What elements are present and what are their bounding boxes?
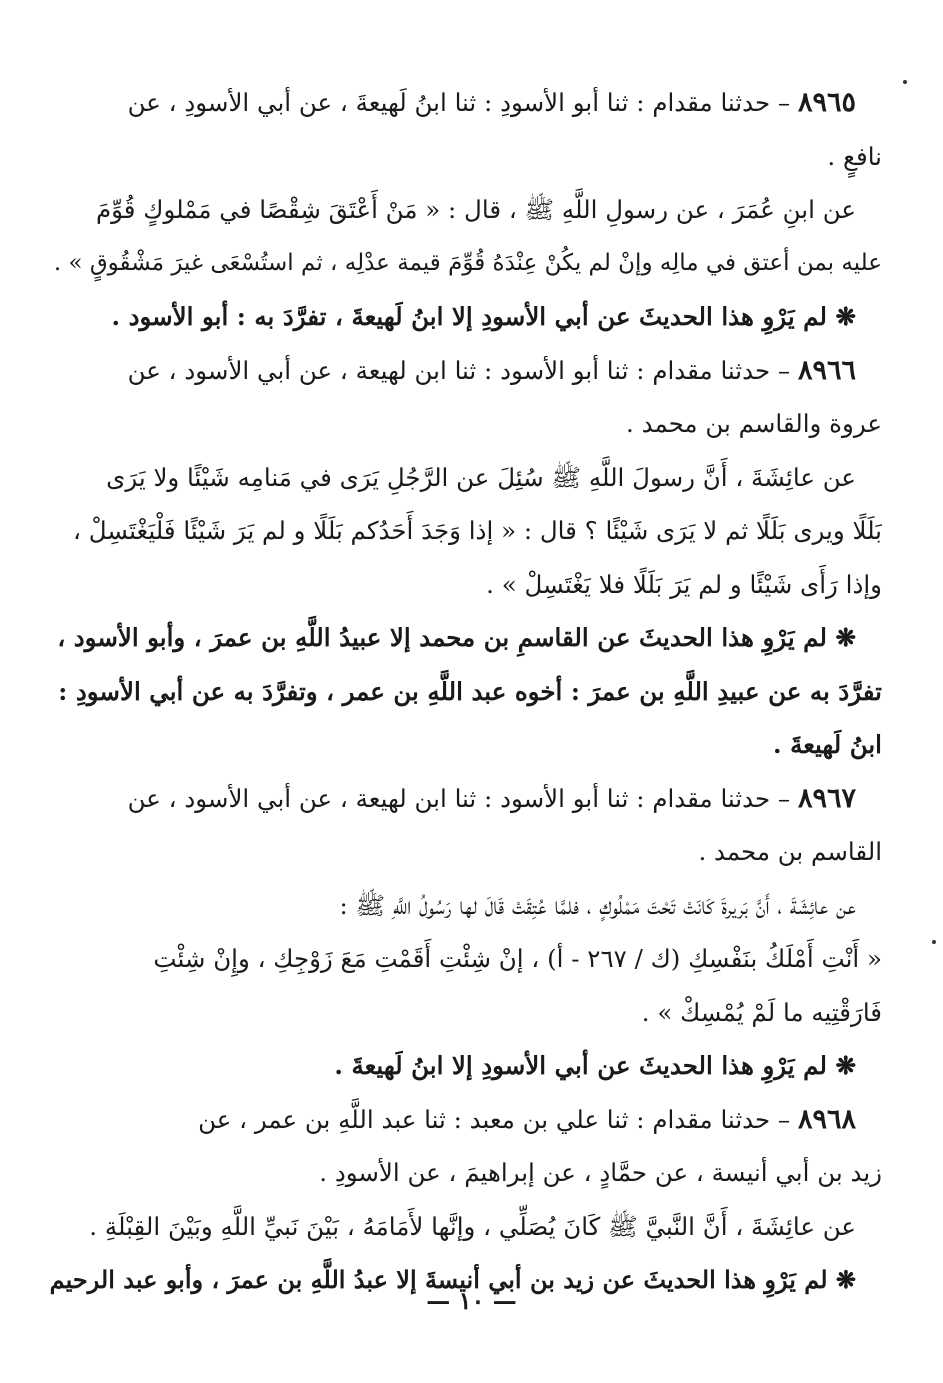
matn-line: وإذا رَأَى شَيْئًا و لم يَرَ بَلَلًا فلا يَغْتَسِلْ » . bbox=[486, 569, 882, 599]
page-body bbox=[40, 76, 882, 1307]
hadith-8965 bbox=[40, 76, 882, 344]
scan-speck bbox=[932, 940, 936, 944]
hadith-8967 bbox=[40, 772, 882, 1093]
commentary-note: ❋ لم يَرْوِ هذا الحديثَ عن أبي الأسودِ إلا ابنُ لَهيعةَ . bbox=[334, 1051, 856, 1080]
hadith-8966 bbox=[40, 344, 882, 772]
matn-line: عن عائِشَةَ ، أَنَّ النَّبيَّ ﷺ كَانَ يُصَلِّي ، وإنَّها لأَمَامَهُ ، بَيْنَ نَبيِّ اللَّهِ وبَيْنَ القِبْلَةِ . bbox=[89, 1211, 856, 1241]
matn-line: عليه بمن أعتق في مالِه وإنْ لم يكُنْ عِنْدَهُ قُوِّمَ قيمة عدْلِه ، ثم استُسْعَى غيرَ مَشْقُوقٍ » . bbox=[53, 249, 882, 276]
commentary-note: ابنُ لَهيعةَ . bbox=[773, 730, 882, 759]
isnad-line: ٨٩٦٦ – حدثنا مقدام : ثنا أبو الأسود : ثنا ابن لهيعة ، عن أبي الأسود ، عن bbox=[127, 354, 856, 386]
isnad-line: زيد بن أبي أنيسة ، عن حمَّادٍ ، عن إبراهيمَ ، عن الأسودِ . bbox=[319, 1158, 882, 1187]
commentary-note: ❋ لم يَرْوِ هذا الحديثَ عن زيد بن أبي أنيسةَ إلا عبدُ اللَّهِ بن عمرَ ، وأبو عبد الرحيم bbox=[49, 1265, 856, 1294]
matn-line: عن عائِشَةَ ، أَنَّ رسولَ اللَّهِ ﷺ سُئِلَ عن الرَّجُلِ يَرَى في مَنامِه شَيْئًا ولا يَرَى bbox=[106, 462, 856, 492]
commentary-note: تفرَّدَ به عن عبيدِ اللَّهِ بن عمرَ : أخوه عبد اللَّهِ بن عمر ، وتفرَّدَ به عن أبي الأسودِ : bbox=[58, 676, 882, 706]
matn-line: « أَنْتِ أَمْلَكُ بنَفْسِكِ (ك / ٢٦٧ - أ) ، إنْ شِئْتِ أَقَمْتِ مَعَ زَوْجِكِ ، وإِنْ شِئْتِ bbox=[153, 944, 882, 973]
commentary-note: ❋ لم يَرْوِ هذا الحديثَ عن القاسمِ بن محمد إلا عبيدُ اللَّهِ بن عمرَ ، وأبو الأسود ، bbox=[57, 623, 856, 652]
isnad-line: ٨٩٦٧ – حدثنا مقدام : ثنا أبو الأسود : ثنا ابن لهيعة ، عن أبي الأسود ، عن bbox=[127, 782, 856, 814]
hadith-number: ٨٩٦٥ bbox=[797, 87, 856, 118]
hadith-number: ٨٩٦٨ bbox=[797, 1103, 856, 1135]
scan-speck bbox=[903, 80, 907, 84]
page-number: — ١٠ — bbox=[426, 1286, 517, 1315]
isnad-line: نافعٍ . bbox=[827, 141, 882, 171]
isnad-line: ٨٩٦٨ – حدثنا مقدام : ثنا علي بن معبد : ثنا عبد اللَّهِ بن عمر ، عن bbox=[198, 1103, 856, 1135]
matn-line: فَارَقْتِيه ما لَمْ يُمْسِكْ » . bbox=[641, 997, 882, 1027]
isnad-line: ٨٩٦٥ – حدثنا مقدام : ثنا أبو الأسودِ : ثنا ابنُ لَهيعةَ ، عن أبي الأسودِ ، عن bbox=[127, 87, 856, 118]
commentary-note: ❋ لم يَرْوِ هذا الحديثَ عن أبي الأسودِ إلا ابنُ لَهيعةَ ، تفرَّدَ به : أبو الأسود . bbox=[111, 302, 856, 331]
hadith-number: ٨٩٦٦ bbox=[797, 354, 856, 386]
matn-line: عن عائِشَةَ ، أَنَّ بَريرةَ كَانَتْ تَحْتَ مَمْلُوكٍ ، فلمَّا عُتِقَتْ قَالَ لها رَسُولُ اللَّهِ ﷺ : bbox=[339, 890, 856, 920]
hadith-number: ٨٩٦٧ bbox=[797, 782, 856, 814]
isnad-line: عروة والقاسم بن محمد . bbox=[626, 409, 882, 438]
matn-line: عن ابنِ عُمَرَ ، عن رسولِ اللَّهِ ﷺ ، قال : « مَنْ أَعْتَقَ شِقْصًا في مَمْلوكٍ قُوِّمَ bbox=[95, 195, 856, 224]
hadith-8968 bbox=[40, 1093, 882, 1307]
isnad-line: القاسم بن محمد . bbox=[698, 837, 882, 866]
matn-line: بَلَلًا ويرى بَلَلًا ثم لا يَرَى شَيْئًا ؟ قال : « إذا وَجَدَ أَحَدُكم بَلَلًا و لم يَرَ شَيْئًا فَلْيَغْتَسِلْ ، bbox=[73, 516, 882, 545]
